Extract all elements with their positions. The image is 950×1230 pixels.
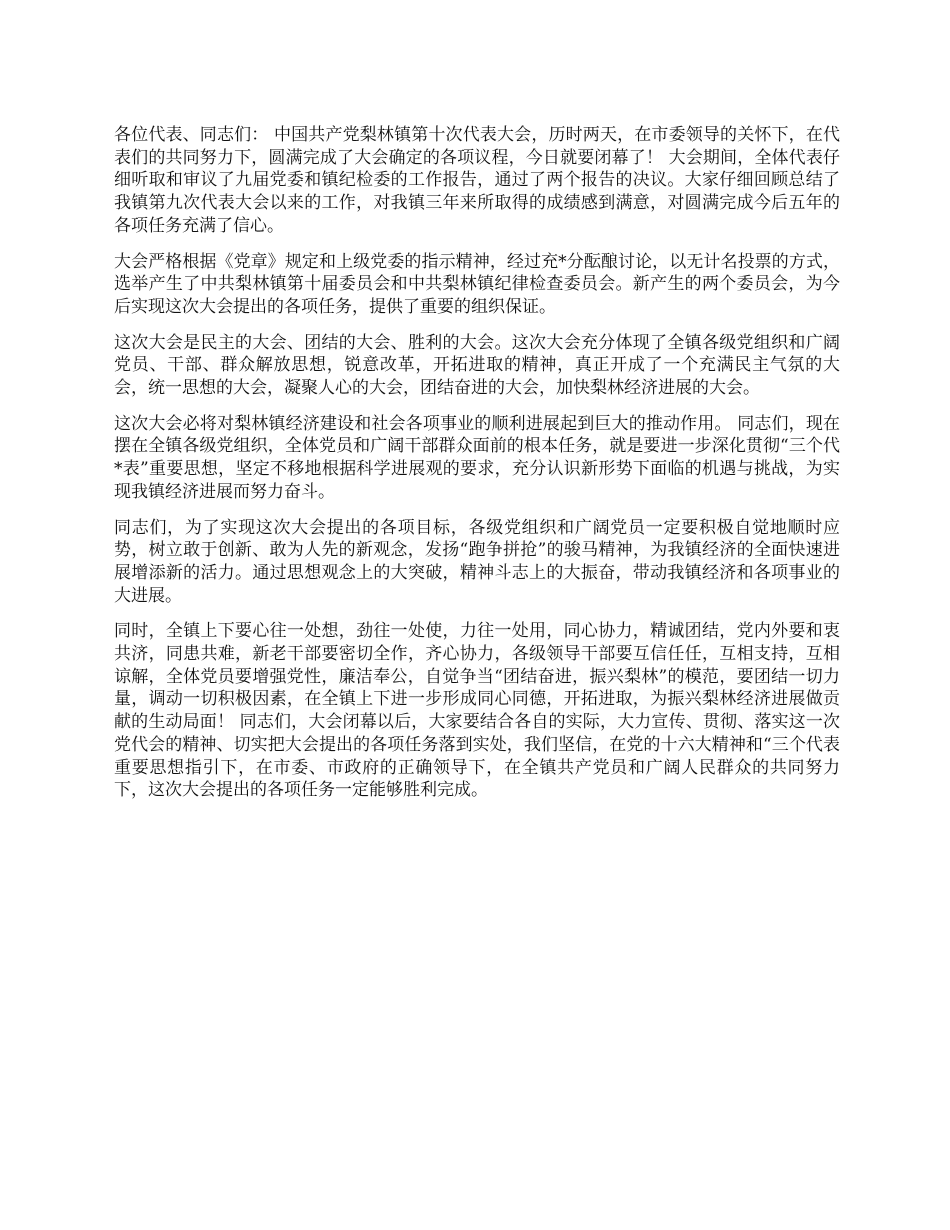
paragraph-5: 同志们，为了实现这次大会提出的各项目标，各级党组织和广阔党员一定要积极自觉地顺时应势，树立敢于创新、敢为人先的新观念，发扬“跑争拼抢”的骏马精神，为我镇经济的全面快速进展增添新的活力。通过思想观念上的大突破，精神斗志上的大振奋，带动我镇经济和各项事业的大进展。	[114, 517, 840, 606]
document-body	[114, 124, 840, 815]
paragraph-3: 这次大会是民主的大会、团结的大会、胜利的大会。这次大会充分体现了全镇各级党组织和广阔党员、干部、群众解放思想，锐意改革，开拓进取的精神，真正开成了一个充满民主气氛的大会，统一思想的大会，凝聚人心的大会，团结奋进的大会，加快梨林经济进展的大会。	[114, 332, 840, 399]
paragraph-4: 这次大会必将对梨林镇经济建设和社会各项事业的顺利进展起到巨大的推动作用。 同志们，现在摆在全镇各级党组织，全体党员和广阔干部群众面前的根本任务，就是要进一步深化贯彻“三个代*表”重要思想，坚定不移地根据科学进展观的要求，充分认识新形势下面临的机遇与挑战，为实现我镇经济进展而努力奋斗。	[114, 413, 840, 502]
paragraph-6: 同时，全镇上下要心往一处想，劲往一处使，力往一处用，同心协力，精诚团结，党内外要和衷共济，同患共难，新老干部要密切全作，齐心协力，各级领导干部要互信任任，互相支持，互相谅解，全体党员要增强党性，廉洁奉公，自觉争当“团结奋进，振兴梨林”的模范，要团结一切力量，调动一切积极因素，在全镇上下进一步形成同心同德，开拓进取，为振兴梨林经济进展做贡献的生动局面！ 同志们，大会闭幕以后，大家要结合各自的实际，大力宣传、贯彻、落实这一次党代会的精神、切实把大会提出的各项任务落到实处，我们坚信，在党的十六大精神和“三个代表重要思想指引下，在市委、市政府的正确领导下，在全镇共产党员和广阔人民群众的共同努力下，这次大会提出的各项任务一定能够胜利完成。	[114, 621, 840, 801]
paragraph-1: 各位代表、同志们： 中国共产党梨林镇第十次代表大会，历时两天，在市委领导的关怀下，在代表们的共同努力下，圆满完成了大会确定的各项议程，今日就要闭幕了！ 大会期间，全体代表仔细听取和审议了九届党委和镇纪检委的工作报告，通过了两个报告的决议。大家仔细回顾总结了我镇第九次代表大会以来的工作，对我镇三年来所取得的成绩感到满意，对圆满完成今后五年的各项任务充满了信心。	[114, 125, 840, 236]
paragraph-2: 大会严格根据《党章》规定和上级党委的指示精神，经过充*分酝酿讨论，以无计名投票的方式，选举产生了中共梨林镇第十届委员会和中共梨林镇纪律检查委员会。新产生的两个委员会，为今后实现这次大会提出的各项任务，提供了重要的组织保证。	[114, 251, 840, 317]
